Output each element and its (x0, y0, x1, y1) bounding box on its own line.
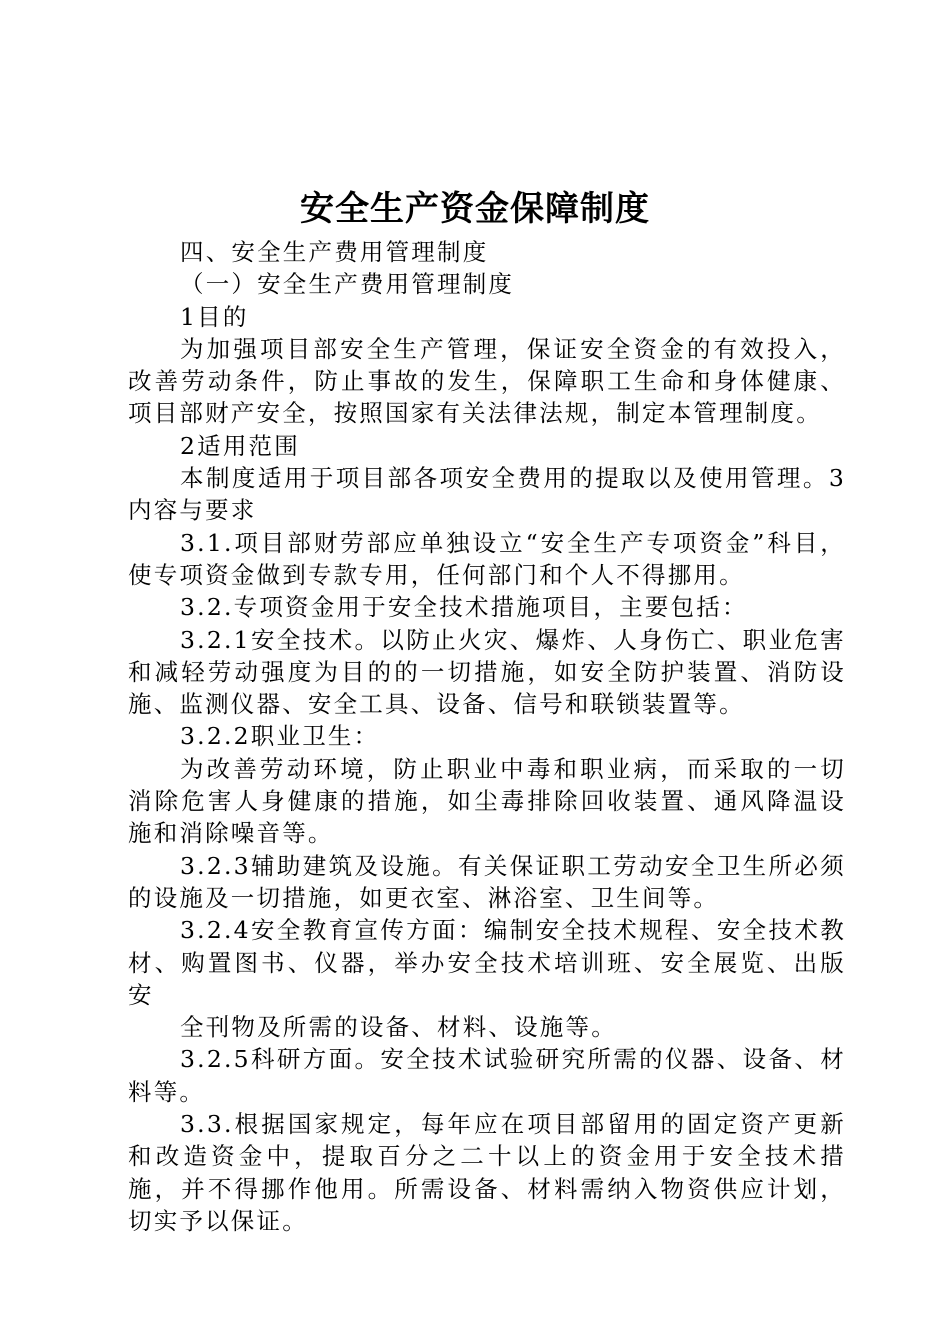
paragraph-3-2-3: 3.2.3辅助建筑及设施。有关保证职工劳动安全卫生所必须的设施及一切措施，如更衣室、淋浴室、卫生间等。 (128, 851, 846, 912)
heading-3-2-2: 3.2.2职业卫生： (180, 722, 380, 751)
paragraph-3-2-4-cont: 全刊物及所需的设备、材料、设施等。 (180, 1013, 617, 1042)
section-heading-4: 四、安全生产费用管理制度 (180, 238, 489, 266)
document-body (128, 236, 846, 1237)
paragraph-3-2-2: 为改善劳动环境，防止职业中毒和职业病，而采取的一切消除危害人身健康的措施，如尘毒排除回收装置、通风降温设施和消除噪音等。 (128, 754, 846, 848)
paragraph-purpose: 为加强项目部安全生产管理，保证安全资金的有效投入，改善劳动条件，防止事故的发生，保障职工生命和身体健康、项目部财产安全，按照国家有关法律法规，制定本管理制度。 (128, 334, 846, 428)
paragraph-3-2: 3.2.专项资金用于安全技术措施项目，主要包括： (180, 593, 748, 622)
paragraph-3-2-4: 3.2.4安全教育宣传方面：编制安全技术规程、安全技术教材、购置图书、仪器，举办安全技术培训班、安全展览、出版安 (128, 916, 846, 1009)
paragraph-3-3: 3.3.根据国家规定，每年应在项目部留用的固定资产更新和改造资金中，提取百分之二十以上的资金用于安全技术措施，并不得挪作他用。所需设备、材料需纳入物资供应计划，切实予以保证。 (128, 1110, 846, 1235)
document-title: 安全生产资金保障制度 (300, 189, 650, 229)
paragraph-3-2-1: 3.2.1安全技术。以防止火灾、爆炸、人身伤亡、职业危害和减轻劳动强度为目的的一切措施，如安全防护装置、消防设施、监测仪器、安全工具、设备、信号和联锁装置等。 (128, 625, 846, 719)
heading-scope: 2适用范围 (180, 431, 300, 460)
heading-purpose: 1目的 (180, 302, 249, 331)
subsection-heading-1: （一）安全生产费用管理制度 (180, 270, 515, 299)
paragraph-3-1: 3.1.项目部财劳部应单独设立“安全生产专项资金”科目，使专项资金做到专款专用，任何部门和个人不得挪用。 (128, 528, 846, 589)
paragraph-scope: 本制度适用于项目部各项安全费用的提取以及使用管理。3内容与要求 (128, 464, 846, 525)
paragraph-3-2-5: 3.2.5科研方面。安全技术试验研究所需的仪器、设备、材料等。 (128, 1045, 846, 1106)
